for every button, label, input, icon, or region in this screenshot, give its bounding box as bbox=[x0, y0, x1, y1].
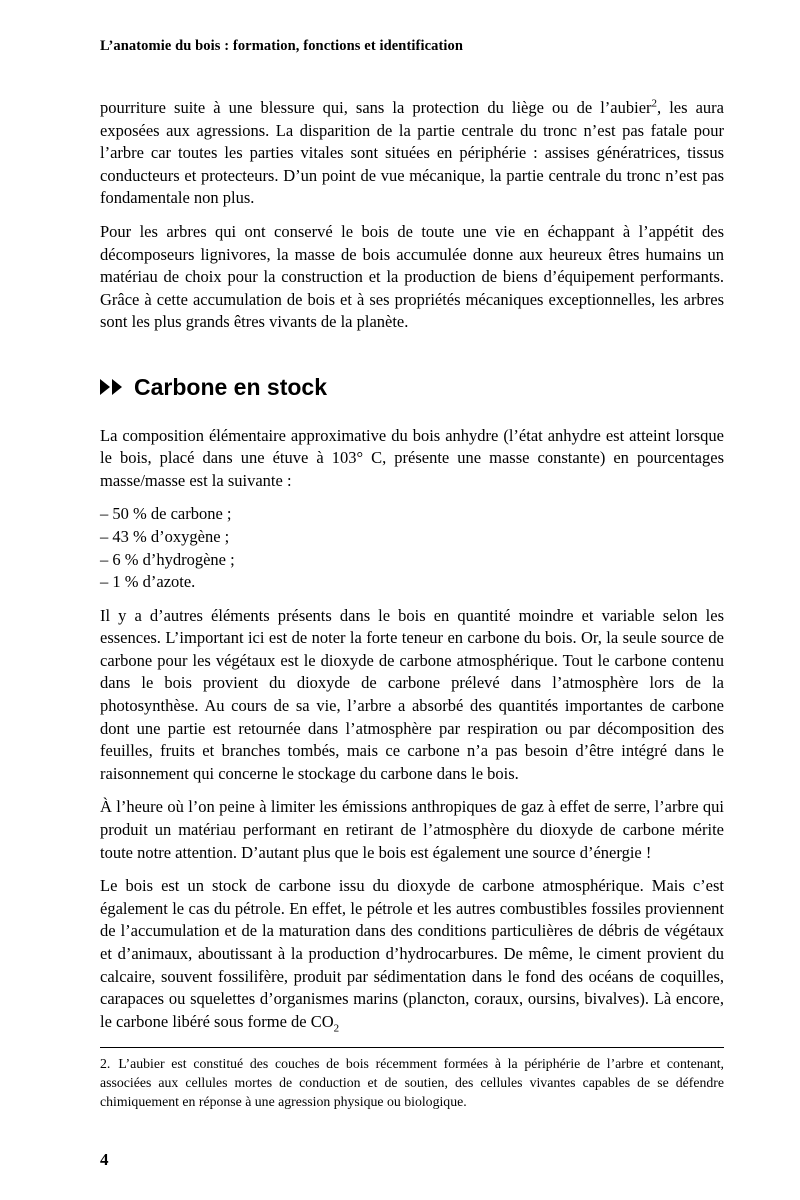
paragraph-text: Le bois est un stock de carbone issu du dioxyde de carbone atmosphérique. Mais c’est également le cas du pétrole. En effet, le pétrole et les autres combustibles fossiles proviennent de l’accumulation et de la maturation dans des conditions particulières de débris de végétaux et d’animaux, aboutissant à la production d’hydrocarbures. De même, le ciment provient du calcaire, souvent fossilifère, produit par sédimentation dans le fond des océans de coquilles, carapaces ou squelettes d’organismes marins (plancton, coraux, oursins, bivalves). Là encore, le carbone libéré sous forme de CO bbox=[100, 876, 724, 1031]
composition-list bbox=[100, 503, 724, 593]
footnote-marker: 2. bbox=[100, 1056, 111, 1072]
paragraph-carbon-source: Il y a d’autres éléments présents dans le bois en quantité moindre et variable selon les essences. L’important ici est de noter la forte teneur en carbone du bois. Or, la seule source de carbone pour les végétaux est le dioxyde de carbone atmosphérique. Tout le carbone contenu dans le bois provient du dioxyde de carbone prélevé dans l’atmosphère lors de la photosynthèse. Au cours de sa vie, l’arbre a absorbé des quantités importantes de carbone dont une partie est retournée dans l’atmosphère par respiration ou par décomposition des feuilles, fruits et branches tombés, mais ce carbone n’a pas besoin d’être intégré dans le raisonnement qui concerne le stockage du carbone dans le bois. bbox=[100, 605, 724, 783]
paragraph-emissions: À l’heure où l’on peine à limiter les émissions anthropiques de gaz à effet de serre, l’arbre qui produit un matériau performant en retirant de l’atmosphère du dioxyde de carbone mérite toute notre attention. D’autant plus que le bois est également une source d’énergie ! bbox=[100, 797, 724, 862]
section-heading-text: Carbone en stock bbox=[134, 373, 327, 400]
footnote-area bbox=[100, 1047, 724, 1111]
footnote-divider bbox=[100, 1047, 724, 1048]
list-item-hydrogene: – 6 % d’hydrogène ; bbox=[100, 549, 235, 569]
paragraph-carbon-stock bbox=[100, 875, 724, 1033]
running-header: L’anatomie du bois : formation, fonctions et identification bbox=[100, 38, 464, 54]
footnote-text: L’aubier est constitué des couches de bois récemment formées à la périphérie de l’arbre et contenant, associées aux cellules mortes de conduction et de soutien, des cellules vivantes capables de se défendre chimiquement en réponse à une agression physique ou biologique. bbox=[100, 1056, 724, 1109]
page-body bbox=[100, 97, 724, 1033]
paragraph-text: , les aura exposées aux agressions. La disparition de la partie centrale du tronc n’est pas fatale pour l’arbre car toutes les parties vitales sont situées en périphérie : assises génératrices, tissus conducteurs et protecteurs. D’un point de vue mécanique, la partie centrale du tronc n’est pas fondamentale non plus. bbox=[100, 98, 724, 208]
list-item-azote: – 1 % d’azote. bbox=[100, 572, 196, 592]
footnote bbox=[100, 1055, 724, 1111]
list-item-oxygene: – 43 % d’oxygène ; bbox=[100, 526, 230, 546]
list-item-carbone: – 50 % de carbone ; bbox=[100, 504, 232, 524]
double-arrow-icon bbox=[100, 379, 124, 395]
paragraph-text: pourriture suite à une blessure qui, sans la protection du liège ou de l’aubier bbox=[100, 98, 652, 117]
paragraph-rot-damage bbox=[100, 97, 724, 210]
footnote-reference: 2 bbox=[651, 97, 658, 110]
page-number: 4 bbox=[100, 1150, 109, 1169]
section-heading bbox=[100, 373, 724, 400]
co2-subscript: 2 bbox=[333, 1022, 340, 1035]
paragraph-composition-intro: La composition élémentaire approximative du bois anhydre (l’état anhydre est atteint lorsque le bois, placé dans une étuve à 103° C, présente une masse constante) en pourcentages masse/masse est la suivante : bbox=[100, 425, 724, 490]
paragraph-preserved-wood: Pour les arbres qui ont conservé le bois de toute une vie en échappant à l’appétit des décomposeurs lignivores, la masse de bois accumulée donne aux heureux êtres humains un matériau de choix pour la construction et la production de biens d’équipement performants. Grâce à cette accumulation de bois et à ses propriétés mécaniques exceptionnelles, les arbres sont les plus grands êtres vivants de la planète. bbox=[100, 221, 724, 332]
